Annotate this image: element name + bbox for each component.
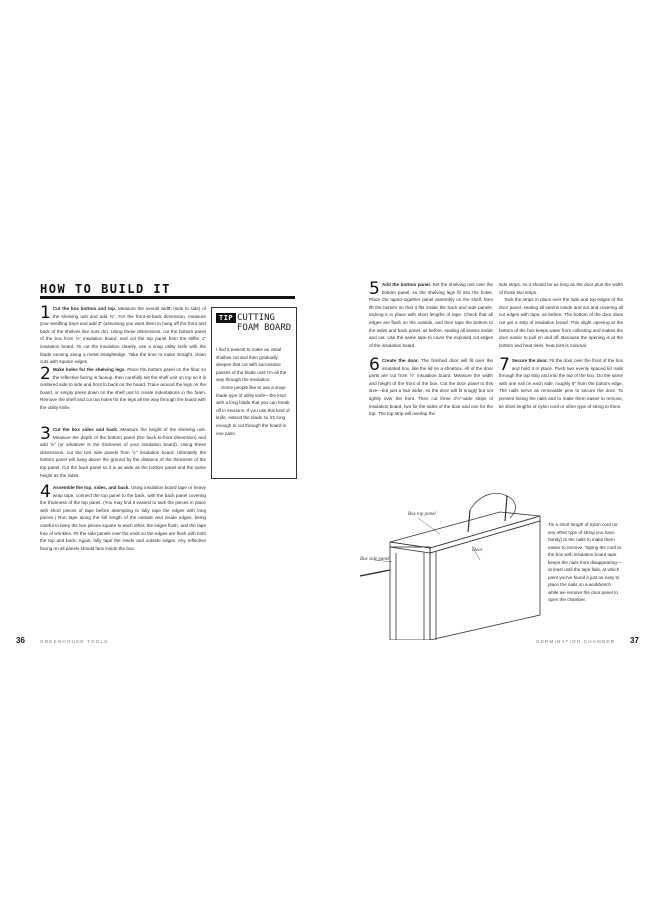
page-number-right: 37 (630, 636, 639, 645)
running-footer-left: GREENHOUSE TOOLS (40, 639, 109, 644)
step-7 (499, 357, 623, 410)
continued-text: side strips, so it should be as long as the door plus the width of those two strips. (499, 282, 623, 295)
step-text: Measure the overall width (side to side) of the shelving unit and add ¾". For the front-to-back dimension, measure your seedling trays and add 3" (assuming you want them to hang off the front and back of the shelves like ours do). Using these dimensions, cut the bottom panel of the box from ½" insulation board, and cut the top panel from the stiffer 1" insulation board. To cut the insulation cleanly, use a snap utility knife with the blade running along a metal straightedge. Take the time to make straight, clean cuts with square edges. (40, 306, 206, 365)
step-number: 4 (40, 482, 51, 502)
nail (505, 496, 507, 521)
illustration-caption: Tie a short length of nylon cord (or any other type of string you have handy) to the nails to make them easier to remove. Taping the cord to the box with insulation board tape keeps the nails from disappearing—at least until the tape fails, at which point you've found it just as easy to place the nails on a workbench while we remove the door panel to open the chamber. (548, 522, 622, 602)
step-title: Secure the door. (511, 358, 548, 363)
step-3 (40, 426, 206, 479)
step-number: 1 (40, 303, 51, 323)
step-2 (40, 366, 206, 412)
box-top-side-edge (430, 516, 540, 553)
step-number: 2 (40, 364, 51, 384)
step-number: 7 (499, 355, 510, 375)
loose-nail (360, 570, 390, 576)
col3-continued (499, 281, 623, 349)
step-title: Create the door. (381, 358, 419, 363)
step-text: Set the shelving unit over the bottom panel, so the shelving legs fit into the holes. Place the taped-together panel assembly on the shelf, then lift the bottom so that it fits inside the back and side panels, tacking it in place with short lengths of tape. Check that all edges are flush on the outside, and then tape the bottom to the sides and back panel, as before, sealing all seams inside and out. Use the same tape to cover the exposed cut edges of the insulation board. (369, 282, 493, 348)
step-title: Add the bottom panel. (381, 282, 432, 287)
step-title: Assemble the top, sides, and back. (52, 485, 130, 490)
step-title: Make holes for the shelving legs. (52, 367, 126, 372)
heading-rule (40, 296, 295, 299)
step-text: The finished door will fit over the insulated box, like the lid on a shoebox. All of the door parts are cut from ½" insulation board. Measure the width and height of the front of the box. Cut the door panel to this size—but just a hair wider, so the door will fit snugly but not tightly over the front. Then cut three 2½"-wide strips of insulation board, two for the sides of the door and one for the top. The top strip will overlap the (369, 358, 493, 417)
label-box-side: Box side panel (360, 557, 390, 562)
box-side-panel (430, 521, 540, 640)
tip-body (216, 346, 294, 437)
tip-tag: TIP (216, 313, 236, 323)
step-6 (369, 357, 493, 418)
tip-paragraph-2: Some people like to use a snap-blade type of utility knife—the kind with a long blade that you can break off in sections. If you use this kind of knife, extend the blade so it's long enough to cut through the board in one pass. (216, 384, 290, 436)
page-number-left: 36 (16, 636, 25, 645)
step-text: Measure the height of the shelving unit. Measure the depth of the bottom panel (the back-to-front dimension) and add ⅝" (or whatever is the thickness of your insulation board). Using these dimensions, cut the two side panels from ½" insulation board. Ultimately the bottom panel will hang above the ground by the distance of the thickness of the top panel. Cut the back panel so it is as wide as the bottom panel and the same height as the sides. (40, 427, 206, 478)
nylon-cord (470, 493, 507, 510)
step-text: Place the bottom panel on the floor so the reflective facing is faceup, then carefully set the shelf unit on top so it is centered side to side and front to back on the board. Trace around the legs on the board, or simply press down on the shelf unit to create indentations in the foam. Remove the shelf and cut out holes for the legs all the way through the board with the utility knife. (40, 367, 206, 410)
step-1 (40, 305, 206, 366)
box-illustration (360, 490, 550, 640)
step-title: Cut the box bottom and top. (52, 306, 117, 311)
label-door: Door (472, 548, 483, 553)
step-text: Fit the door over the front of the box and hold it in place. Push two evenly spaced lid nails through the top strip and into the top of the box. Do the same with one nail on each side, roughly 9" from the bottom edge. The nails serve as removable pins to secure the door. To prevent losing the nails and to make them easier to remove, tie short lengths of nylon cord or other type of string to them. (499, 358, 623, 409)
step-number: 3 (40, 424, 51, 444)
section-heading: HOW TO BUILD IT (40, 282, 171, 296)
nylon-cord-tail (507, 496, 516, 518)
tip-paragraph-1: I find it easiest to make an initial shallow cut and then gradually deepen that cut with successive passes of the blade until I'm all the way through the insulation. (216, 347, 287, 383)
running-footer-right: GERMINATION CHAMBER (536, 639, 616, 644)
step-title: Cut the box sides and back. (52, 427, 119, 432)
step-number: 6 (369, 355, 380, 375)
step-4 (40, 484, 206, 552)
step-text: Using insulation board tape or heavy wrap tape, connect the top panel to the back, with the back panel covering the thickness of the top panel. (You may find it easiest to tack the pieces in place with short pieces of tape before attempting to fully tape the edges with long pieces.) Run tape along the full length of the outside and inside edges, being careful to keep the two pieces square to each other, the edges flush, and the tape free of wrinkles. Fit the side panels over the ends so the edges are flush with both the top and back. Again, fully tape the inside and outside edges. Any reflective facing on all panels should face inside the box. (40, 485, 206, 551)
continued-text-2: Tack the strips in place over the side and top edges of the door panel, sealing all seams inside and out and covering all cut edges with tape, as before. The bottom of the door does not get a strip of insulation board. This slight opening at the bottom of the box keeps water from collecting and makes the door easier to pull on and off. Because the opening is at the bottom and heat rises, heat loss is minimal. (499, 297, 623, 348)
step-number: 5 (369, 279, 380, 299)
step-5 (369, 281, 493, 349)
label-box-top: Box top panel (408, 512, 436, 517)
box-top-front-edge (390, 542, 430, 553)
tip-title: CUTTING FOAM BOARD (237, 313, 292, 333)
